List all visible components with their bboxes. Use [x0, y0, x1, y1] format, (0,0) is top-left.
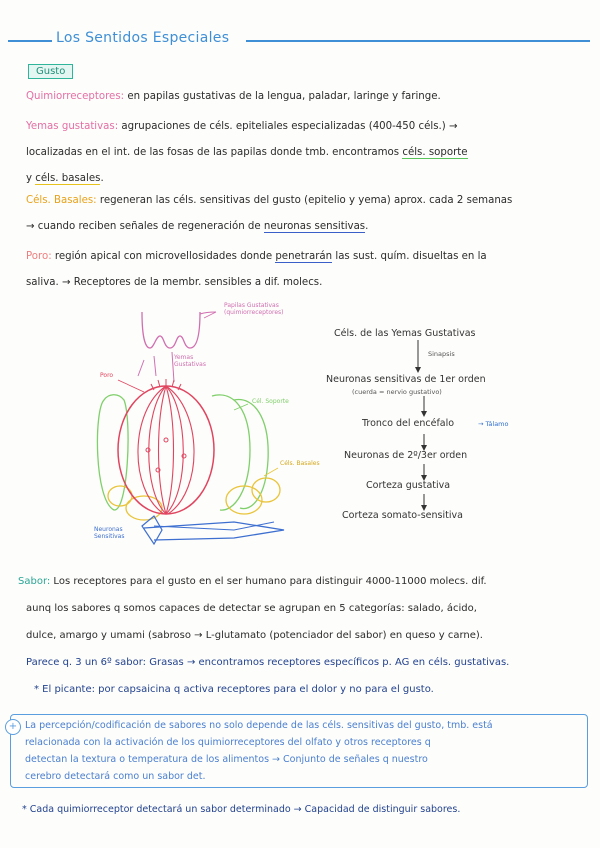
- taste-bud-diagram: [84, 300, 334, 560]
- term-sabor: Sabor:: [18, 576, 51, 587]
- definition-text: dulce, amargo y umami (sabroso → L-glutamato (potenciador del sabor) en queso y carne).: [26, 630, 483, 641]
- paragraph-poro: [26, 244, 578, 296]
- flow-node-neuronas-1: Neuronas sensitivas de 1er orden: [326, 374, 486, 385]
- highlight-penetraran: penetrarán: [275, 251, 333, 262]
- flow-node-yemas: Céls. de las Yemas Gustativas: [334, 328, 476, 339]
- label-poro: Poro: [100, 372, 114, 379]
- definition-text: → cuando reciben señales de regeneración de: [26, 221, 264, 232]
- page-header: [0, 30, 600, 52]
- definition-text: las sust. quím. disueltas en la: [332, 251, 487, 262]
- paragraph-yemas: [26, 114, 578, 192]
- definition-text: en papilas gustativas de la lengua, paladar, laringe y faringe.: [124, 91, 441, 102]
- term-yemas: Yemas gustativas:: [26, 121, 119, 132]
- taste-pathway-flow: [318, 322, 588, 532]
- term-basales: Céls. Basales:: [26, 195, 97, 206]
- label-soporte: Cél. Soporte: [252, 398, 289, 405]
- paragraph-basales: [26, 188, 578, 240]
- paragraph-quimiorreceptores: [26, 84, 578, 110]
- definition-text: agrupaciones de céls. epiteliales especializadas (400-450 céls.) →: [118, 121, 458, 132]
- flow-node-tronco: Tronco del encéfalo: [362, 418, 455, 429]
- section-sabor: [18, 568, 588, 703]
- taste-bud-illustration: [84, 300, 334, 560]
- title-rule-right: [246, 40, 590, 42]
- definition-text: región apical con microvellosidades donde: [51, 251, 276, 262]
- perception-note-box: [10, 714, 588, 788]
- perception-note-text: La percepción/codificación de sabores no solo depende de las céls. sensitivas del gusto, tmb. está relacionada con la activación de los quimiorreceptores del olfato y otros receptores q detectan la textura o temperatura de los alimentos → Conjunto de señales q nuestro cerebro detectará como un sabor det.: [25, 720, 493, 782]
- term-poro: Poro:: [26, 251, 52, 262]
- picante-note: * El picante: por capsaicina q activa receptores para el dolor y no para el gusto.: [34, 684, 434, 695]
- label-papilas: Papilas Gustativas (quimiorreceptores): [224, 302, 284, 316]
- definition-text: y: [26, 173, 36, 184]
- highlight-soporte: céls. soporte: [402, 147, 468, 158]
- definition-text: Los receptores para el gusto en el ser humano para distinguir 4000-11000 molecs. dif.: [50, 576, 487, 587]
- term-quimiorreceptores: Quimiorreceptores:: [26, 91, 125, 102]
- definition-text: saliva. → Receptores de la membr. sensibles a dif. molecs.: [26, 277, 323, 288]
- page-title: Los Sentidos Especiales: [56, 30, 230, 46]
- flow-node-neuronas-2: Neuronas de 2º/3er orden: [344, 450, 468, 461]
- flow-sinapsis: Sinapsis: [428, 350, 455, 358]
- definition-text: regeneran las céls. sensitivas del gusto (epitelio y yema) aprox. cada 2 semanas: [96, 195, 513, 206]
- sixth-taste-note: Parece q. 3 un 6º sabor: Grasas → encontramos receptores específicos p. AG en céls. gustativas.: [26, 657, 510, 668]
- plus-icon: +: [5, 719, 21, 735]
- definition-text: .: [100, 173, 104, 184]
- footnote: * Cada quimiorreceptor detectará un sabor determinado → Capacidad de distinguir sabores.: [22, 804, 461, 815]
- flow-node-cuerda: (cuerda = nervio gustativo): [352, 388, 442, 396]
- flow-node-corteza-somato: Corteza somato-sensitiva: [342, 510, 463, 521]
- highlight-neuronas: neuronas sensitivas: [263, 221, 366, 232]
- highlight-basales: céls. basales: [35, 173, 101, 184]
- definition-text: localizadas en el int. de las fosas de las papilas donde tmb. encontramos: [26, 147, 403, 158]
- label-basales: Céls. Basales: [280, 460, 320, 467]
- flow-node-talamo: → Tálamo: [478, 420, 509, 428]
- definition-text: .: [365, 221, 369, 232]
- title-rule-left: [8, 40, 52, 42]
- flow-node-corteza-gustativa: Corteza gustativa: [366, 480, 451, 491]
- section-tag-gusto: Gusto: [28, 64, 73, 79]
- definition-text: aunq los sabores q somos capaces de detectar se agrupan en 5 categorías: salado, ácido,: [26, 603, 477, 614]
- label-yemas: Yemas Gustativas: [174, 354, 206, 368]
- label-neuronas: Neuronas Sensitivas: [94, 526, 125, 540]
